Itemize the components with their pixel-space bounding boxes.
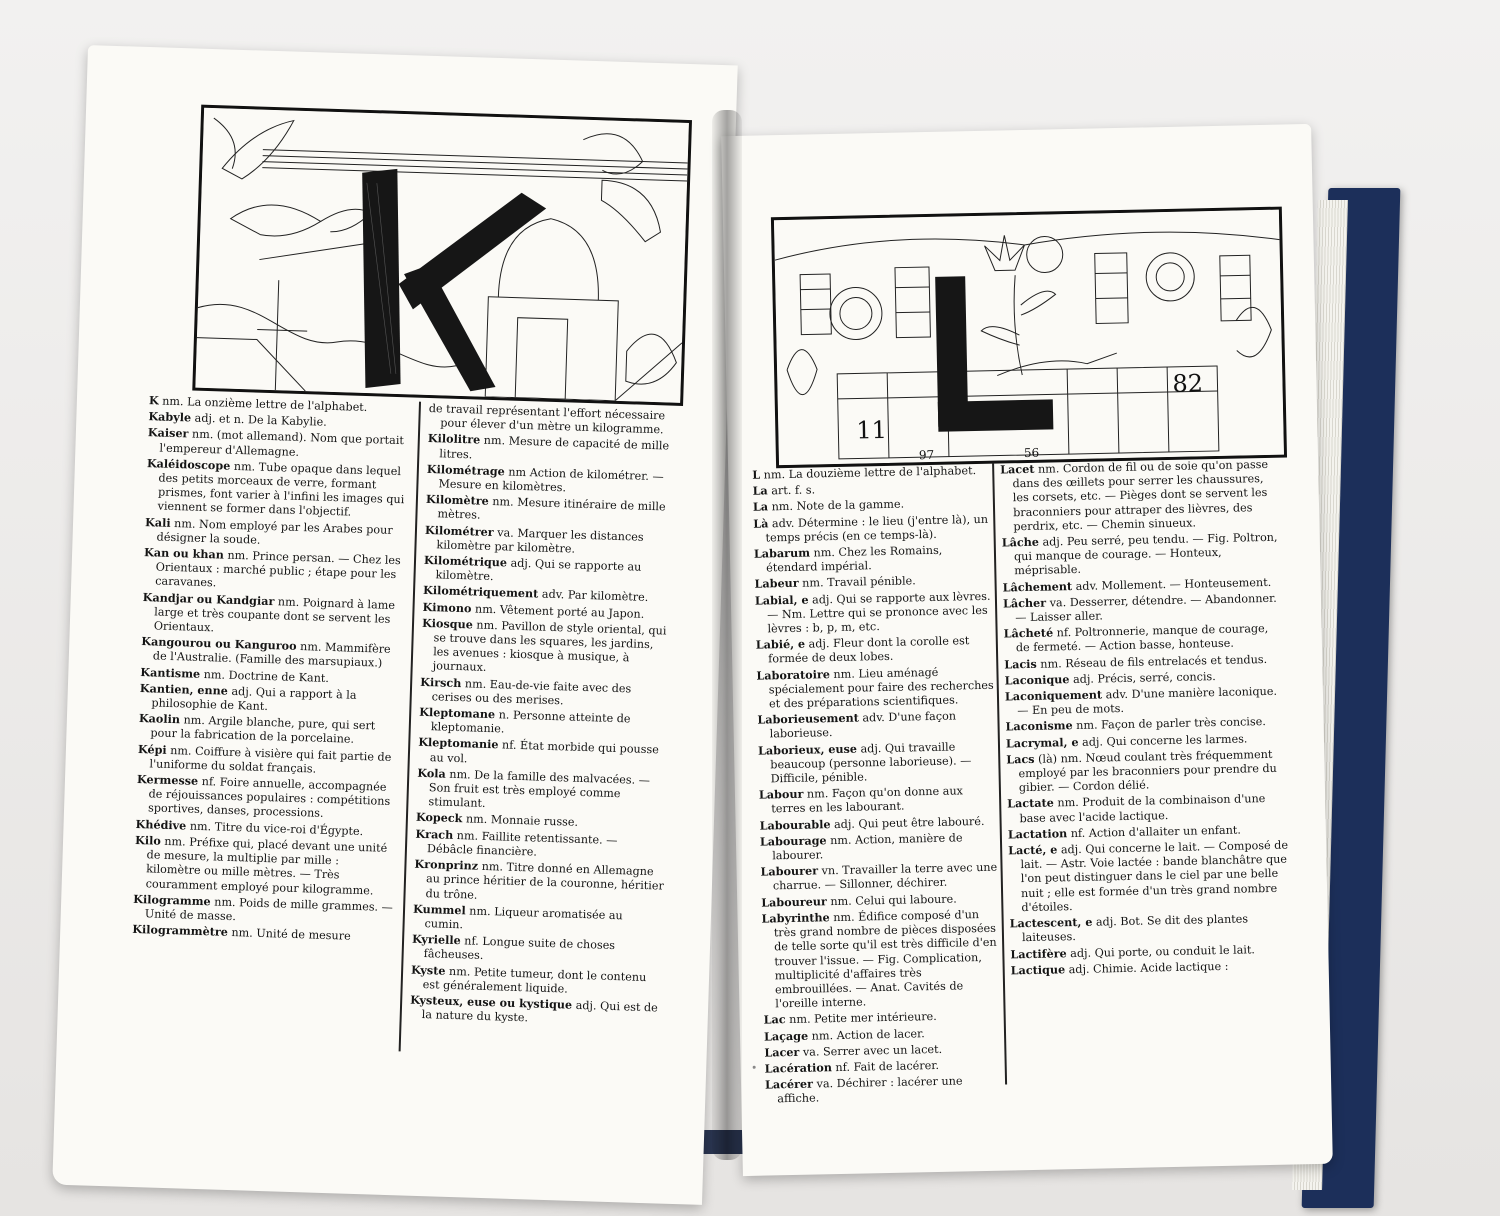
entry-headword: Kleptomanie	[418, 735, 499, 752]
entry-headword: Lac	[763, 1012, 786, 1027]
entry-definition: nm. Poignard à lame large et très coupante dont se servent les Orientaux.	[153, 594, 396, 635]
entry-definition: nm. Coiffure à visière qui fait partie de l'uniforme du soldat français.	[149, 743, 392, 776]
entry-headword: Lactescent, e	[1009, 914, 1093, 931]
entry-definition: nf. Poltronnerie, manque de courage, de fermeté. — Action basse, honteuse.	[1015, 622, 1269, 655]
entry-definition: adj. Qui concerne le lait. — Composé de lait. — Astr. Voie lactée : bande blanchâtre que l'on peut distinguer dans le ciel par une belle nuit ; elle est formée d'un très grand nombre d'étoiles.	[1020, 838, 1289, 915]
entry-headword: Kaiser	[147, 425, 189, 441]
dictionary-entry	[759, 783, 998, 817]
dictionary-entry	[760, 860, 999, 894]
dictionary-entry	[1007, 791, 1288, 826]
entry-headword: Kyste	[410, 962, 446, 978]
letter-k-illustration	[192, 105, 692, 406]
entry-definition: adv. Mollement. — Honteusement.	[1075, 575, 1272, 593]
entry-headword: Khédive	[135, 816, 187, 833]
entry-headword: Labourer	[760, 863, 819, 879]
entry-headword: Kilolitre	[427, 431, 481, 447]
entry-definition: nm. Travail pénible.	[802, 574, 916, 591]
entry-headword: Kangourou ou Kanguroo	[141, 634, 297, 654]
entry-headword: K	[148, 393, 159, 408]
entry-headword: Lacté, e	[1008, 842, 1058, 858]
entry-definition: nm. Façon qu'on donne aux terres en les labourant.	[771, 784, 964, 816]
entry-definition: nm. Faillite retentissante. — Débâcle financière.	[426, 828, 618, 859]
letter-l-drawing	[774, 210, 1284, 466]
illus-number-4: 56	[1023, 445, 1040, 461]
dictionary-entry	[754, 542, 993, 576]
entry-headword: Là	[753, 515, 769, 531]
entry-definition: nm. Argile blanche, pure, qui sert pour la fabrication de la porcelaine.	[150, 713, 376, 747]
entry-definition: nm. Eau-de-vie faite avec des cerises ou des merises.	[431, 676, 632, 708]
page-speck	[753, 1066, 756, 1069]
entry-definition: adj. Bot. Se dit des plantes laiteuses.	[1021, 912, 1249, 945]
entry-headword: Labié, e	[755, 636, 806, 652]
entry-definition: nf. État morbide qui pousse au vol.	[429, 738, 660, 766]
entry-headword: Labour	[758, 786, 804, 802]
entry-headword: Kilométrer	[424, 522, 494, 539]
entry-definition: nm. Tube opaque dans lequel des petits morceaux de verre, formant prismes, font varier à l'infini les images qui viennent se former dans l'objectif.	[157, 459, 405, 519]
entry-definition: nm. Action de lacer.	[811, 1026, 925, 1043]
entry-definition: nm. Réseau de fils entrelacés et tendus.	[1040, 652, 1268, 671]
entry-headword: Kaolin	[138, 711, 181, 727]
entry-headword: Labourage	[759, 833, 827, 849]
entry-headword: Lâcher	[1002, 595, 1047, 611]
entry-definition: adj. Peu serré, peu tendu. — Fig. Poltron, qui manque de courage. — Honteux, méprisable.	[1013, 530, 1278, 578]
dictionary-entry	[760, 830, 999, 864]
entry-definition: nm. La douzième lettre de l'alphabet.	[763, 464, 977, 482]
book-gutter	[712, 110, 742, 1160]
entry-definition: nm. Note de la gamme.	[771, 497, 905, 514]
dictionary-entry	[765, 1073, 1004, 1107]
entry-headword: Lactation	[1007, 826, 1068, 842]
entry-definition: adv. Détermine : le lieu (j'entre là), un temps précis (en ce temps-là).	[765, 512, 989, 545]
entry-definition: adj. et n. De la Kabylie.	[194, 411, 327, 429]
dictionary-entry	[758, 738, 997, 787]
entry-definition: nm. Préfixe qui, placé devant une unité de mesure, la multiplie par mille : kilomètre ou mille mètres. — Très couramment employé pour kilogramme.	[145, 834, 388, 897]
entry-definition: nm. Petite mer intérieure.	[789, 1010, 937, 1027]
entry-headword: Laboureur	[761, 893, 827, 910]
entry-definition: adj. Qui est de la nature du kyste.	[421, 998, 658, 1025]
entry-definition: n. Personne atteinte de kleptomanie.	[430, 708, 631, 736]
entry-definition: nm. Cordon de fil ou de soie qu'on passe dans des œillets pour serrer les chaussures, les corsets, etc. — Pièges dont se servent les braconniers pour attraper des lièvres, des perdrix, etc. — Chemin sinueux.	[1012, 457, 1269, 534]
entry-definition: va. Déchirer : lacérer une affiche.	[777, 1074, 963, 1106]
entry-headword: Lâcheté	[1003, 625, 1054, 641]
entry-headword: Laborieusement	[757, 710, 859, 727]
entry-definition: vn. Travailler la terre avec une charrue. — Sillonner, déchirer.	[772, 860, 998, 893]
entry-headword: Kilométrique	[423, 552, 508, 570]
entry-headword: Lacérer	[764, 1076, 814, 1092]
left-page	[52, 45, 737, 1205]
entry-definition: adj. Qui se rapporte aux lèvres. — Nm. Lettre qui se prononce avec les lèvres : b, p, m, etc.	[767, 589, 991, 636]
dictionary-entry	[757, 708, 996, 742]
entry-definition: nm. Chez les Romains, étendard impérial.	[766, 543, 943, 575]
right-column-1	[752, 463, 1003, 1108]
dictionary-entry	[136, 772, 399, 824]
entry-definition: nm. Produit de la combinaison d'une base avec l'acide lactique.	[1019, 792, 1266, 825]
entry-definition: adj. Qui travaille beaucoup (personne laborieuse). — Difficile, pénible.	[770, 740, 972, 786]
entry-definition: nm. Unité de mesure	[231, 926, 351, 943]
entry-definition: nm. Pavillon de style oriental, qui se trouve dans les squares, les jardins, les avenues : kiosque à musique, à journaux.	[432, 618, 667, 675]
dictionary-entry	[1010, 911, 1291, 946]
entry-headword: Kilogramme	[133, 891, 211, 909]
entry-definition: nm. Celui qui laboure.	[830, 892, 957, 908]
entry-headword: Lactifère	[1010, 945, 1067, 961]
dictionary-entry	[761, 907, 1001, 1012]
dictionary-entry	[1004, 621, 1285, 656]
entry-headword: Kandjar ou Kandgiar	[142, 589, 275, 608]
entry-headword: La	[752, 483, 768, 498]
entry-headword: Lâchement	[1002, 578, 1073, 595]
entry-headword: Laborieux, euse	[757, 741, 858, 758]
entry-headword: Kopeck	[415, 810, 463, 826]
right-page	[721, 124, 1333, 1176]
entry-headword: Kantisme	[140, 664, 201, 681]
entry-headword: Kali	[144, 514, 171, 530]
entry-definition: adv. D'une façon laborieuse.	[769, 709, 957, 741]
entry-headword: Kan ou khan	[143, 545, 225, 562]
entry-definition: nf. Fait de lacérer.	[835, 1058, 940, 1075]
entry-definition: nm. Monnaie russe.	[465, 812, 579, 830]
entry-definition: nm Action de kilométrer. — Mesure en kilomètres.	[438, 465, 664, 495]
entry-headword: Kola	[417, 765, 447, 781]
dictionary-entry	[755, 588, 994, 637]
entry-definition: adj. Qui peut être labouré.	[833, 814, 985, 831]
entry-headword: Labarum	[753, 545, 811, 561]
entry-headword: Lâche	[1001, 534, 1040, 550]
dictionary-entry	[420, 616, 672, 682]
dictionary-entry	[1002, 530, 1283, 579]
illus-number-3: 97	[918, 447, 935, 463]
left-column-2	[410, 402, 679, 1031]
entry-headword: Labourable	[759, 816, 831, 833]
entry-headword: Kronprinz	[414, 856, 479, 873]
entry-definition: nm. La onzième lettre de l'alphabet.	[162, 394, 368, 415]
entry-headword: Kimono	[422, 599, 472, 616]
letter-l-illustration	[771, 207, 1287, 469]
entry-headword: Kilogrammètre	[132, 922, 229, 940]
entry-definition: nm. De la famille des malvacées. — Son fruit est très employé comme stimulant.	[428, 767, 651, 811]
entry-definition: adj. Chimie. Acide lactique :	[1068, 959, 1229, 976]
entry-definition: nm. Mesure itinéraire de mille mètres.	[437, 495, 666, 523]
entry-headword: Kirsch	[420, 674, 462, 690]
dictionary-entry	[142, 590, 405, 642]
entry-headword: Kleptomane	[419, 704, 496, 722]
right-column-2	[1000, 457, 1291, 980]
entry-definition: va. Desserrer, détendre. — Abandonner. — Laisser aller.	[1015, 591, 1277, 625]
entry-definition: nf. Action d'allaiter un enfant.	[1070, 823, 1242, 840]
entry-headword: Lacet	[1000, 461, 1035, 477]
entry-definition: nm. Lieu aménagé spécialement pour faire des recherches et des préparations scientifiques.	[768, 665, 994, 711]
entry-headword: Laconiquement	[1004, 687, 1103, 704]
dictionary-entry	[134, 833, 398, 899]
entry-headword: Labeur	[754, 576, 799, 592]
entry-headword: Kilométrage	[426, 461, 506, 479]
entry-definition: nm. Poids de mille grammes. — Unité de masse.	[144, 895, 394, 924]
entry-definition: nm. Doctrine de Kant.	[203, 667, 330, 685]
entry-definition: nm. (mot allemand). Nom que portait l'empereur d'Allemagne.	[159, 427, 405, 459]
entry-headword: Labial, e	[754, 592, 809, 608]
entry-headword: Lactique	[1010, 961, 1066, 978]
entry-definition: nm. Petite tumeur, dont le contenu est généralement liquide.	[422, 964, 647, 996]
entry-definition: adj. Qui porte, ou conduit le lait.	[1070, 942, 1256, 960]
entry-headword: Laconique	[1004, 671, 1070, 688]
entry-definition: nm. Nom employé par les Arabes pour désigner la soude.	[156, 516, 393, 547]
entry-headword: Kermesse	[136, 772, 199, 788]
entry-definition: adv. Par kilomètre.	[541, 588, 649, 605]
entry-definition: va. Serrer avec un lacet.	[802, 1042, 943, 1059]
entry-definition: nm. Mesure de capacité de mille litres.	[439, 434, 670, 461]
entry-headword: Laboratoire	[756, 666, 831, 683]
letter-k-drawing	[195, 108, 689, 403]
entry-definition: nm. Édifice composé d'un très grand nombre de pièces disposées de telle sorte qu'il est très difficile d'en trouver l'issue. — Fig. Complication, multiplicité d'affaires très embrouillées. — Anat. Cavités de l'oreille interne.	[773, 907, 997, 1011]
entry-headword: Kilomètre	[425, 492, 489, 509]
entry-headword: Lacrymal, e	[1005, 734, 1079, 751]
entry-definition: nf. Foire annuelle, accompagnée de réjouissances populaires : compétitions sportives, danses, processions.	[147, 775, 391, 821]
entry-definition: adj. Qui se rapporte au kilomètre.	[435, 556, 642, 584]
entry-definition: (là) nm. Nœud coulant très fréquemment employé par les braconniers pour prendre du gibier. — Cordon délié.	[1018, 747, 1277, 795]
entry-definition: adj. Qui a rapport à la philosophie de Kant.	[151, 684, 357, 714]
dictionary-entry	[145, 456, 409, 522]
entry-headword: Lacs	[1006, 751, 1035, 767]
entry-headword: Lacis	[1004, 656, 1037, 672]
entry-headword: Laconisme	[1005, 718, 1073, 734]
entry-definition: nm. Mammifère de l'Australie. (Famille des marsupiaux.)	[152, 640, 391, 671]
dictionary-entry	[1003, 590, 1284, 625]
illus-number-1: 11	[856, 415, 888, 445]
entry-definition: nm. Prince persan. — Chez les Orientaux : marché public ; étape pour les caravanes.	[155, 548, 401, 590]
entry-headword: Kilométriquement	[422, 583, 539, 601]
entry-definition: adj. Précis, serré, concis.	[1072, 669, 1216, 686]
entry-headword: Kummel	[412, 901, 466, 918]
entry-definition: nm. Vêtement porté au Japon.	[474, 602, 645, 621]
entry-headword: Labyrinthe	[761, 910, 830, 926]
entry-definition: nm. Titre donné en Allemagne au prince héritier de la couronne, héritier du trône.	[425, 859, 665, 902]
dictionary-entry	[1006, 746, 1287, 795]
dictionary-entry	[1000, 457, 1281, 535]
entry-headword: Kilo	[134, 832, 162, 848]
entry-headword: Lactate	[1007, 795, 1054, 811]
entry-definition: adj. Qui concerne les larmes.	[1081, 732, 1248, 749]
illus-number-2: 82	[1172, 369, 1204, 398]
entry-headword: Kiosque	[421, 615, 474, 632]
entry-headword: Laçage	[763, 1028, 809, 1044]
dictionary-entry	[413, 857, 664, 908]
entry-headword: Kyrielle	[411, 931, 461, 948]
entry-headword: Kantien, enne	[139, 680, 229, 698]
entry-definition: adv. D'une manière laconique. — En peu de mots.	[1017, 684, 1278, 718]
entry-definition: nm. Façon de parler très concise.	[1076, 715, 1267, 733]
entry-definition: nf. Longue suite de choses fâcheuses.	[423, 934, 616, 963]
entry-definition: adj. Fleur dont la corolle est formée de deux lobes.	[768, 634, 970, 666]
entry-definition: de travail représentant l'effort nécessaire pour élever d'un mètre un kilogramme.	[428, 401, 666, 437]
entry-definition: art. f. s.	[771, 483, 816, 498]
entry-headword: Képi	[137, 741, 167, 757]
dictionary-entry	[416, 766, 667, 817]
dictionary-entry	[143, 545, 406, 597]
entry-headword: Kaléidoscope	[146, 455, 231, 473]
dictionary-entry	[1005, 684, 1286, 719]
dictionary-entry	[1008, 838, 1289, 916]
dictionary-entry	[756, 633, 995, 667]
entry-headword: L	[752, 467, 761, 482]
entry-headword: Krach	[415, 826, 454, 842]
left-column-1	[132, 393, 411, 946]
entry-headword: Lacération	[764, 1060, 833, 1076]
entry-headword: Lacer	[764, 1044, 800, 1060]
dictionary-entry	[756, 663, 995, 712]
dictionary-entry	[753, 511, 992, 545]
entry-headword: Kabyle	[148, 409, 192, 425]
entry-definition: nm. Liqueur aromatisée au cumin.	[424, 904, 623, 932]
entry-definition: nm. Titre du vice-roi d'Égypte.	[189, 819, 364, 838]
entry-headword: La	[752, 499, 769, 515]
entry-headword: Kysteux, euse ou kystique	[410, 992, 573, 1012]
entry-definition: va. Marquer les distances kilomètre par kilomètre.	[436, 525, 644, 556]
entry-definition: nm. Action, manière de labourer.	[772, 831, 963, 863]
